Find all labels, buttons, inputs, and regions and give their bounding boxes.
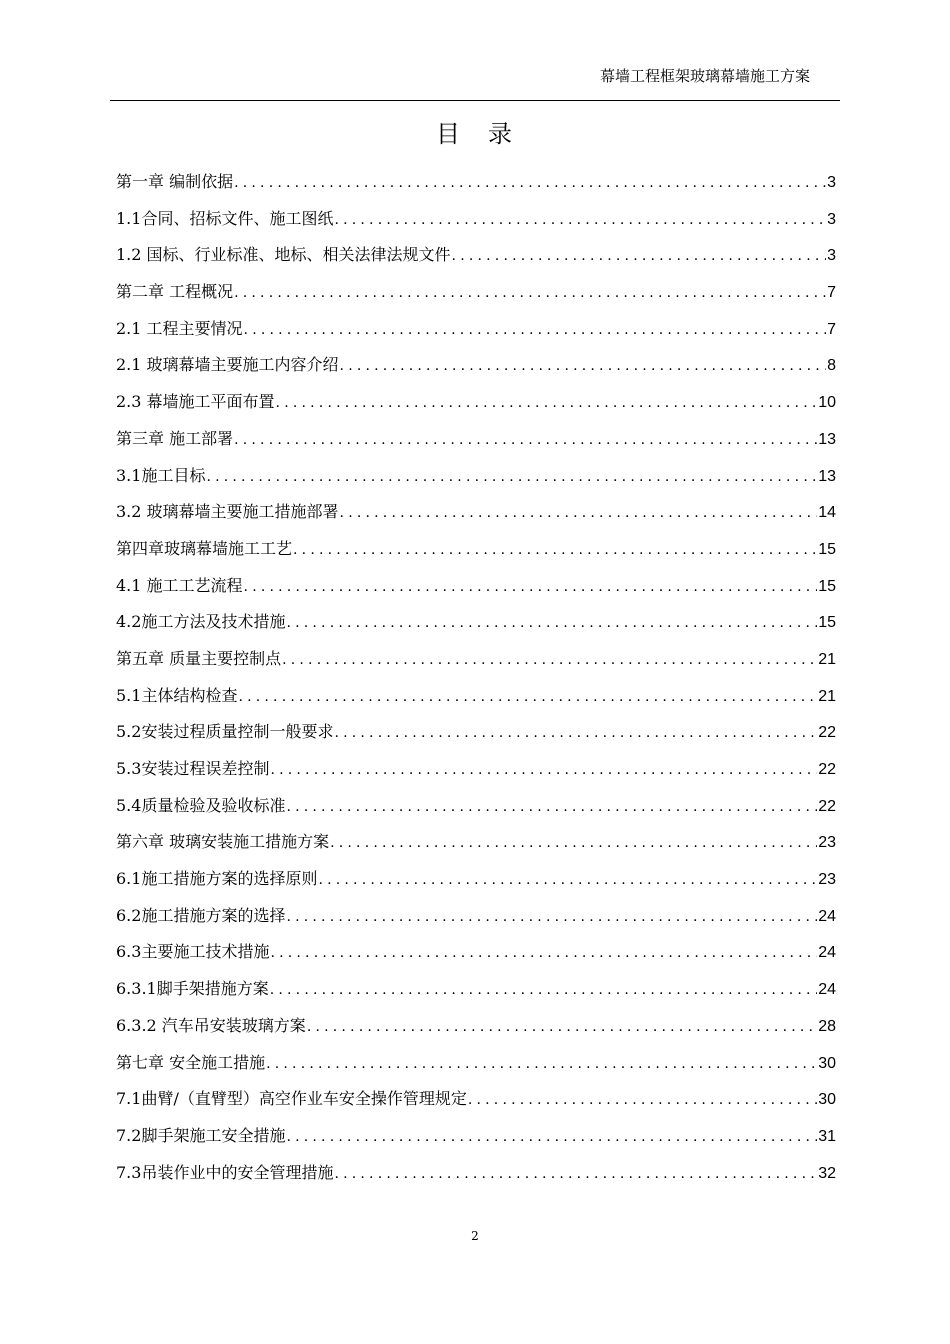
toc-entry[interactable] bbox=[116, 604, 836, 641]
toc-entry[interactable] bbox=[116, 934, 836, 971]
toc-entry-label: 第三章 施工部署 bbox=[116, 428, 234, 448]
toc-entry[interactable] bbox=[116, 311, 836, 348]
toc-entry[interactable] bbox=[116, 347, 836, 384]
toc-entry-page: 22 bbox=[818, 797, 836, 815]
toc-leader-dots bbox=[334, 202, 826, 238]
toc-entry-label: 3.2 玻璃幕墙主要施工措施部署 bbox=[116, 502, 339, 522]
toc-leader-dots bbox=[270, 935, 817, 971]
toc-leader-dots bbox=[266, 1046, 817, 1082]
toc-leader-dots bbox=[468, 1082, 817, 1118]
toc-leader-dots bbox=[206, 459, 817, 495]
toc-leader-dots bbox=[307, 1009, 817, 1045]
toc-entry-page: 23 bbox=[818, 871, 836, 889]
toc-entry-label: 第五章 质量主要控制点 bbox=[116, 648, 282, 668]
toc-entry-page: 3 bbox=[827, 247, 836, 265]
toc-entry-label: 6.3.1脚手架措施方案 bbox=[116, 979, 269, 999]
running-header: 幕墙工程框架玻璃幕墙施工方案 bbox=[599, 67, 810, 85]
toc-entry-page: 3 bbox=[827, 174, 836, 191]
toc-leader-dots bbox=[238, 679, 817, 715]
toc-entry[interactable] bbox=[116, 237, 836, 274]
toc-leader-dots bbox=[234, 165, 826, 201]
toc-entry-page: 10 bbox=[818, 394, 836, 412]
toc-entry-page: 13 bbox=[818, 467, 836, 485]
page-number: 2 bbox=[471, 1229, 479, 1243]
toc-entry-page: 8 bbox=[827, 357, 836, 375]
toc-entry-label: 7.2脚手架施工安全措施 bbox=[116, 1125, 286, 1145]
toc-entry-page: 21 bbox=[818, 687, 836, 705]
toc-entry-page: 7 bbox=[827, 320, 836, 338]
toc-leader-dots bbox=[282, 642, 817, 678]
toc-entry-page: 22 bbox=[818, 761, 836, 778]
header-rule bbox=[110, 100, 840, 101]
toc-entry-label: 4.1 施工工艺流程 bbox=[116, 575, 243, 595]
toc-entry-page: 23 bbox=[818, 834, 836, 852]
toc-entry-label: 2.3 幕墙施工平面布置 bbox=[116, 392, 275, 412]
toc-entry-label: 2.1 工程主要情况 bbox=[116, 318, 243, 338]
toc-entry-label: 3.1施工目标 bbox=[116, 465, 206, 485]
toc-leader-dots bbox=[340, 348, 827, 384]
table-of-contents bbox=[116, 164, 836, 1191]
toc-entry-page: 31 bbox=[818, 1127, 836, 1145]
toc-entry[interactable] bbox=[116, 1045, 836, 1082]
toc-entry-label: 2.1 玻璃幕墙主要施工内容介绍 bbox=[116, 355, 339, 375]
toc-leader-dots bbox=[286, 605, 817, 641]
toc-leader-dots bbox=[330, 825, 817, 861]
toc-entry[interactable] bbox=[116, 1118, 836, 1155]
toc-entry[interactable] bbox=[116, 971, 836, 1008]
toc-entry-label: 5.1主体结构检查 bbox=[116, 685, 238, 705]
toc-entry[interactable] bbox=[116, 384, 836, 421]
toc-entry-label: 第四章玻璃幕墙施工工艺 bbox=[116, 538, 293, 558]
toc-leader-dots bbox=[340, 495, 818, 531]
toc-entry[interactable] bbox=[116, 458, 836, 495]
toc-entry-label: 1.2 国标、行业标准、地标、相关法律法规文件 bbox=[116, 245, 451, 265]
toc-entry[interactable] bbox=[116, 164, 836, 201]
toc-entry-page: 15 bbox=[818, 577, 836, 595]
toc-entry-page: 28 bbox=[818, 1017, 836, 1035]
toc-entry-label: 6.3.2 汽车吊安装玻璃方案 bbox=[116, 1015, 306, 1035]
toc-entry[interactable] bbox=[116, 788, 836, 825]
toc-leader-dots bbox=[276, 385, 818, 421]
toc-entry-page: 30 bbox=[818, 1091, 836, 1109]
toc-leader-dots bbox=[244, 312, 827, 348]
toc-leader-dots bbox=[293, 532, 817, 568]
toc-entry-page: 22 bbox=[818, 724, 836, 742]
toc-leader-dots bbox=[270, 972, 817, 1008]
toc-entry[interactable] bbox=[116, 861, 836, 898]
toc-entry[interactable] bbox=[116, 494, 836, 531]
toc-entry[interactable] bbox=[116, 714, 836, 751]
toc-leader-dots bbox=[286, 1119, 817, 1155]
toc-leader-dots bbox=[270, 752, 817, 788]
toc-leader-dots bbox=[318, 862, 817, 898]
toc-entry-label: 6.1施工措施方案的选择原则 bbox=[116, 869, 318, 889]
toc-entry-page: 24 bbox=[818, 944, 836, 962]
toc-entry-label: 6.2施工措施方案的选择 bbox=[116, 905, 286, 925]
toc-entry-label: 第二章 工程概况 bbox=[116, 282, 234, 302]
toc-entry-label: 5.4质量检验及验收标准 bbox=[116, 795, 286, 815]
toc-leader-dots bbox=[286, 789, 817, 825]
toc-entry[interactable] bbox=[116, 201, 836, 238]
toc-entry-label: 第六章 玻璃安装施工措施方案 bbox=[116, 832, 330, 852]
toc-leader-dots bbox=[244, 569, 818, 605]
toc-entry[interactable] bbox=[116, 421, 836, 458]
toc-entry[interactable] bbox=[116, 641, 836, 678]
toc-entry-label: 7.1曲臂/（直臂型）高空作业车安全操作管理规定 bbox=[116, 1089, 467, 1109]
toc-leader-dots bbox=[452, 238, 827, 274]
toc-leader-dots bbox=[334, 1156, 817, 1192]
toc-heading-char-2: 录 bbox=[488, 120, 514, 148]
toc-entry[interactable] bbox=[116, 274, 836, 311]
toc-entry-page: 24 bbox=[818, 981, 836, 999]
toc-entry-page: 24 bbox=[818, 907, 836, 925]
toc-leader-dots bbox=[234, 422, 817, 458]
toc-entry-page: 3 bbox=[827, 210, 836, 228]
toc-entry-page: 30 bbox=[818, 1054, 836, 1072]
toc-leader-dots bbox=[286, 899, 817, 935]
toc-entry[interactable] bbox=[116, 1155, 836, 1192]
toc-leader-dots bbox=[234, 275, 826, 311]
toc-entry-label: 第一章 编制依据 bbox=[116, 172, 234, 191]
toc-entry[interactable] bbox=[116, 531, 836, 568]
toc-entry-page: 32 bbox=[818, 1164, 836, 1182]
toc-entry-label: 4.2施工方法及技术措施 bbox=[116, 612, 286, 632]
toc-entry-label: 6.3主要施工技术措施 bbox=[116, 942, 270, 962]
toc-entry-label: 5.3安装过程误差控制 bbox=[116, 759, 270, 778]
toc-leader-dots bbox=[334, 715, 817, 751]
toc-entry-label: 7.3吊装作业中的安全管理措施 bbox=[116, 1162, 334, 1182]
toc-entry-page: 14 bbox=[818, 504, 836, 522]
toc-entry[interactable] bbox=[116, 678, 836, 715]
toc-entry-page: 7 bbox=[827, 284, 836, 302]
toc-entry-page: 15 bbox=[818, 614, 836, 632]
toc-entry-label: 1.1合同、招标文件、施工图纸 bbox=[116, 208, 334, 228]
toc-entry[interactable] bbox=[116, 568, 836, 605]
toc-entry-page: 15 bbox=[818, 540, 836, 558]
toc-entry-label: 5.2安装过程质量控制一般要求 bbox=[116, 722, 334, 742]
toc-entry[interactable] bbox=[116, 898, 836, 935]
toc-entry[interactable] bbox=[116, 1008, 836, 1045]
toc-entry-label: 第七章 安全施工措施 bbox=[116, 1052, 266, 1072]
toc-entry[interactable] bbox=[116, 751, 836, 788]
toc-heading bbox=[0, 118, 950, 150]
toc-entry-page: 21 bbox=[818, 650, 836, 668]
toc-entry-page: 13 bbox=[818, 430, 836, 448]
toc-entry[interactable] bbox=[116, 824, 836, 861]
toc-entry[interactable] bbox=[116, 1081, 836, 1118]
toc-heading-char-1: 目 bbox=[436, 120, 462, 148]
